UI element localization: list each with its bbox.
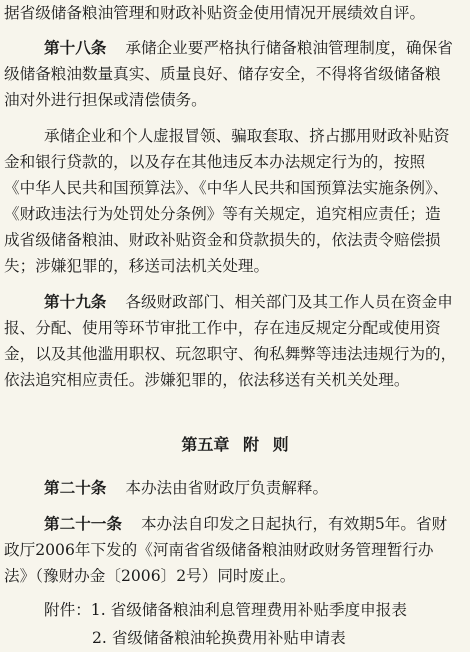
chapter-number: 第五章 [181,435,230,454]
article-19-text: 各级财政部门、相关部门及其工作人员在资金申 [125,293,453,311]
para-line: 失；涉嫌犯罪的，移送司法机关处理。 [4,257,270,275]
article-19-line: 金，以及其他滥用职权、玩忽职守、徇私舞弊等违法违规行为的， [4,345,457,363]
para-line: 成省级储备粮油、财政补贴资金和贷款损失的，依法责令赔偿损 [4,231,441,249]
article-19 [44,292,470,312]
para-line: 《财政违法行为处罚处分条例》等有关规定，追究相应责任；造 [4,205,441,223]
article-19-line: 报、分配、使用等环节审批工作中，存在违反规定分配或使用资 [4,319,441,337]
article-21-line: 法》（豫财办金〔2006〕2号）同时废止。 [4,567,296,585]
attachment-2 [92,628,470,648]
article-21-text: 本办法自印发之日起执行，有效期5年。省财 [140,515,448,533]
attachment-prefix: 附件： [44,601,91,619]
article-18-line: 级储备粮油数量真实、质量良好、储存安全，不得将省级储备粮 [4,65,441,83]
attachment-item: 1. 省级储备粮油利息管理费用补贴季度申报表 [90,601,407,619]
article-19-label: 第十九条 [44,292,107,311]
para-line: 《中华人民共和国预算法》、《中华人民共和国预算法实施条例》、 [4,179,449,197]
article-20-label: 第二十条 [44,478,107,497]
article-21-line: 政厅2006年下发的《河南省省级储备粮油财政财务管理暂行办 [4,541,434,559]
article-21 [44,514,470,534]
article-21-label: 第二十一条 [44,514,122,533]
attachment-item: 2. 省级储备粮油轮换费用补贴申请表 [92,629,346,647]
para-line: 金和银行贷款的，以及存在其他违反本办法规定行为的，按照 [4,153,426,171]
article-20-text: 本办法由省财政厅负责解释。 [125,479,329,497]
chapter-title-2: 则 [272,435,289,454]
article-18 [44,38,470,58]
article-18-line: 油对外进行担保或清偿债务。 [4,91,207,109]
para-line: 承储企业和个人虚报冒领、骗取套取、挤占挪用财政补贴资 [44,127,450,145]
article-18-label: 第十八条 [44,38,107,57]
art17-tail: 据省级储备粮油管理和财政补贴资金使用情况开展绩效自评。 [4,4,426,22]
article-20 [44,478,470,498]
chapter-title: 附 [242,435,259,454]
chapter-5-heading [0,432,470,455]
attachment-1 [44,600,470,620]
article-19-line: 依法追究相应责任。涉嫌犯罪的，依法移送有关机关处理。 [4,371,410,389]
article-18-text: 承储企业要严格执行储备粮油管理制度，确保省 [125,39,453,57]
